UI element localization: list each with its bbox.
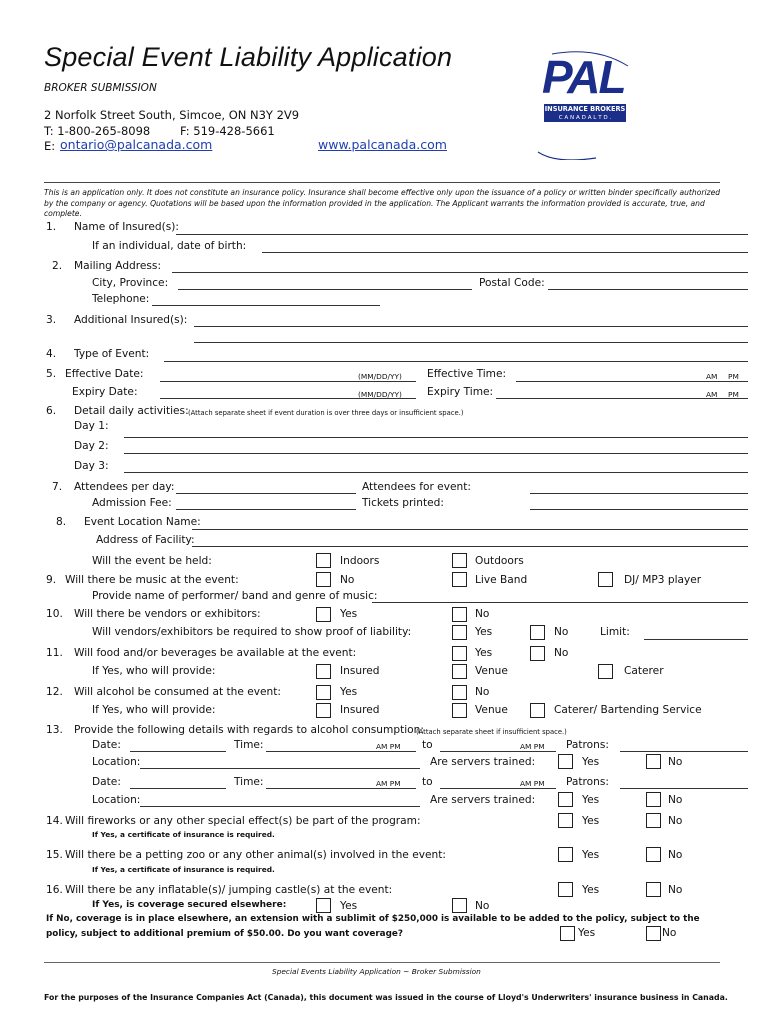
food-who-label: If Yes, who will provide: bbox=[92, 665, 216, 677]
q14-cert-note: If Yes, a certificate of insurance is required. bbox=[92, 830, 275, 839]
effective-time-field[interactable] bbox=[516, 381, 748, 382]
fax-number: F: 519-428-5661 bbox=[180, 124, 275, 138]
tickets-field[interactable] bbox=[530, 509, 748, 510]
extension-text-1: If No, coverage is in place elsewhere, an extension with a sublimit of $250,000 is available to be added to the policy, subject to the bbox=[46, 914, 700, 924]
servers-yes-checkbox-1[interactable] bbox=[558, 754, 573, 769]
admission-label: Admission Fee: bbox=[92, 497, 172, 509]
dj-label: DJ/ MP3 player bbox=[624, 574, 702, 586]
postal-label: Postal Code: bbox=[479, 277, 545, 289]
food-venue-label: Venue bbox=[475, 665, 508, 677]
food-insured-checkbox[interactable] bbox=[316, 664, 331, 679]
footer-form-name: Special Events Liability Application ~ Broker Submission bbox=[272, 967, 481, 976]
alcohol-insured-checkbox[interactable] bbox=[316, 703, 331, 718]
limit-label: Limit: bbox=[600, 626, 630, 638]
alcohol-ampm-1b[interactable]: AM PM bbox=[520, 742, 545, 751]
extension-yes-checkbox[interactable] bbox=[560, 926, 575, 941]
vendors-yes-label: Yes bbox=[340, 608, 358, 620]
city-label: City, Province: bbox=[92, 277, 169, 289]
q5-number: 5. bbox=[46, 368, 57, 380]
expiry-date-format: (MM/DD/YY) bbox=[358, 390, 402, 399]
food-yes-label: Yes bbox=[475, 647, 493, 659]
day3-field[interactable] bbox=[124, 472, 748, 473]
servers-no-label-1: No bbox=[668, 756, 683, 768]
servers-label-2: Are servers trained: bbox=[430, 794, 536, 806]
q2-label: Mailing Address: bbox=[74, 260, 162, 272]
q15-number: 15. bbox=[46, 849, 63, 861]
alcohol-time-label-1: Time: bbox=[234, 739, 264, 751]
alcohol-date-field-2[interactable] bbox=[130, 788, 226, 789]
footer-legal-text: For the purposes of the Insurance Companies Act (Canada), this document was issued in the course of Lloyd's Underwriters' insurance business in Canada. bbox=[44, 993, 728, 1002]
q15-cert-note: If Yes, a certificate of insurance is required. bbox=[92, 865, 275, 874]
q11-number: 11. bbox=[46, 647, 63, 659]
q7-number: 7. bbox=[52, 481, 63, 493]
additional-insured-field-2[interactable] bbox=[194, 342, 748, 343]
extension-yes-label: Yes bbox=[578, 927, 596, 939]
alcohol-to-field-1[interactable] bbox=[440, 751, 556, 752]
phone-number: T: 1-800-265-8098 bbox=[44, 124, 151, 138]
alcohol-location-field-1[interactable] bbox=[140, 768, 420, 769]
disclaimer: This is an application only. It does not constitute an insurance policy. Insurance shall become effective only upon the issuance of a policy or written binder specifically authorized by the company or agency. Quotations will be based upon the information provided in the application. The Applicant warrants the information provided is accurate, true, and complete. bbox=[44, 188, 721, 219]
logo-wordmark: PAL bbox=[542, 51, 625, 103]
zoo-no-checkbox[interactable] bbox=[646, 847, 661, 862]
secured-no-label: No bbox=[475, 900, 490, 912]
alcohol-ampm-2[interactable]: AM PM bbox=[376, 779, 401, 788]
q1-number: 1. bbox=[46, 221, 57, 233]
food-no-checkbox[interactable] bbox=[530, 646, 545, 661]
secured-label: If Yes, is coverage secured elsewhere: bbox=[92, 900, 287, 910]
q12-number: 12. bbox=[46, 686, 63, 698]
indoors-checkbox[interactable] bbox=[316, 553, 331, 568]
patrons-label-1: Patrons: bbox=[566, 739, 609, 751]
vendors-no-label: No bbox=[475, 608, 490, 620]
live-band-checkbox[interactable] bbox=[452, 572, 467, 587]
q4-label: Type of Event: bbox=[74, 348, 150, 360]
alcohol-date-label-2: Date: bbox=[92, 776, 121, 788]
performer-field[interactable] bbox=[372, 602, 748, 603]
servers-no-checkbox-2[interactable] bbox=[646, 792, 661, 807]
q15-label: Will there be a petting zoo or any other animal(s) involved in the event: bbox=[65, 849, 446, 861]
event-type-field[interactable] bbox=[164, 361, 748, 362]
page-subtitle: BROKER SUBMISSION bbox=[44, 82, 157, 94]
effective-date-field[interactable] bbox=[160, 381, 416, 382]
extension-no-label: No bbox=[662, 927, 677, 939]
q2-number: 2. bbox=[52, 260, 63, 272]
servers-yes-label-1: Yes bbox=[582, 756, 600, 768]
expiry-time-pm[interactable]: PM bbox=[728, 390, 739, 399]
zoo-yes-label: Yes bbox=[582, 849, 600, 861]
extension-text-2: policy, subject to additional premium of $50.00. Do you want coverage? bbox=[46, 929, 403, 939]
servers-no-label-2: No bbox=[668, 794, 683, 806]
page-title: Special Event Liability Application bbox=[44, 42, 453, 72]
q13-number: 13. bbox=[46, 724, 63, 736]
q1-label: Name of Insured(s): bbox=[74, 221, 179, 233]
alcohol-yes-checkbox[interactable] bbox=[316, 685, 331, 700]
alcohol-ampm-2b[interactable]: AM PM bbox=[520, 779, 545, 788]
location-label: Event Location Name: bbox=[84, 516, 201, 528]
indoors-label: Indoors bbox=[340, 555, 380, 567]
q16-number: 16. bbox=[46, 884, 63, 896]
extension-no-checkbox[interactable] bbox=[646, 926, 661, 941]
effective-time-label: Effective Time: bbox=[427, 368, 507, 380]
dj-checkbox[interactable] bbox=[598, 572, 613, 587]
admission-field[interactable] bbox=[176, 509, 356, 510]
proof-yes-checkbox[interactable] bbox=[452, 625, 467, 640]
music-no-label: No bbox=[340, 574, 355, 586]
alcohol-time-field-1[interactable] bbox=[266, 751, 416, 752]
proof-no-checkbox[interactable] bbox=[530, 625, 545, 640]
held-label: Will the event be held: bbox=[92, 555, 212, 567]
telephone-label: Telephone: bbox=[92, 293, 150, 305]
tickets-label: Tickets printed: bbox=[362, 497, 444, 509]
effective-date-format: (MM/DD/YY) bbox=[358, 372, 402, 381]
secured-no-checkbox[interactable] bbox=[452, 898, 467, 913]
effective-date-label: Effective Date: bbox=[65, 368, 144, 380]
zoo-yes-checkbox[interactable] bbox=[558, 847, 573, 862]
alcohol-to-field-2[interactable] bbox=[440, 788, 556, 789]
music-no-checkbox[interactable] bbox=[316, 572, 331, 587]
food-caterer-checkbox[interactable] bbox=[598, 664, 613, 679]
q11-label: Will food and/or beverages be available at the event: bbox=[74, 647, 357, 659]
alcohol-date-field-1[interactable] bbox=[130, 751, 226, 752]
facility-address-field[interactable] bbox=[192, 546, 748, 547]
food-yes-checkbox[interactable] bbox=[452, 646, 467, 661]
patrons-label-2: Patrons: bbox=[566, 776, 609, 788]
servers-yes-label-2: Yes bbox=[582, 794, 600, 806]
q8-number: 8. bbox=[56, 516, 67, 528]
q9-number: 9. bbox=[46, 574, 57, 586]
inflatable-yes-label: Yes bbox=[582, 884, 600, 896]
alcohol-location-label-2: Location: bbox=[92, 794, 141, 806]
q13-note: (Attach separate sheet if insufficient space.) bbox=[416, 728, 567, 736]
day2-field[interactable] bbox=[124, 453, 748, 454]
servers-no-checkbox-1[interactable] bbox=[646, 754, 661, 769]
alcohol-yes-label: Yes bbox=[340, 686, 358, 698]
attendees-day-label: Attendees per day: bbox=[74, 481, 175, 493]
secured-yes-checkbox[interactable] bbox=[316, 898, 331, 913]
alcohol-to-label-2: to bbox=[422, 776, 433, 788]
q6-label: Detail daily activities: bbox=[74, 405, 189, 417]
alcohol-insured-label: Insured bbox=[340, 704, 380, 716]
q16-label: Will there be any inflatable(s)/ jumping castle(s) at the event: bbox=[65, 884, 393, 896]
alcohol-caterer-label: Caterer/ Bartending Service bbox=[554, 704, 702, 716]
outdoors-label: Outdoors bbox=[475, 555, 524, 567]
alcohol-who-label: If Yes, who will provide: bbox=[92, 704, 216, 716]
alcohol-to-label-1: to bbox=[422, 739, 433, 751]
alcohol-location-label-1: Location: bbox=[92, 756, 141, 768]
food-no-label: No bbox=[554, 647, 569, 659]
expiry-time-label: Expiry Time: bbox=[427, 386, 494, 398]
q4-number: 4. bbox=[46, 348, 57, 360]
attendees-day-field[interactable] bbox=[176, 493, 356, 494]
street-address: 2 Norfolk Street South, Simcoe, ON N3Y 2V9 bbox=[44, 108, 300, 122]
alcohol-time-label-2: Time: bbox=[234, 776, 264, 788]
vendors-yes-checkbox[interactable] bbox=[316, 607, 331, 622]
live-band-label: Live Band bbox=[475, 574, 528, 586]
header-divider bbox=[44, 182, 720, 183]
alcohol-ampm-1[interactable]: AM PM bbox=[376, 742, 401, 751]
location-field[interactable] bbox=[192, 529, 748, 530]
proof-yes-label: Yes bbox=[475, 626, 493, 638]
servers-label-1: Are servers trained: bbox=[430, 756, 536, 768]
day3-label: Day 3: bbox=[74, 460, 109, 472]
day2-label: Day 2: bbox=[74, 440, 109, 452]
zoo-no-label: No bbox=[668, 849, 683, 861]
logo-line-2: C A N A D A L T D . bbox=[544, 114, 626, 122]
alcohol-no-label: No bbox=[475, 686, 490, 698]
fireworks-yes-label: Yes bbox=[582, 815, 600, 827]
servers-yes-checkbox-2[interactable] bbox=[558, 792, 573, 807]
dob-label: If an individual, date of birth: bbox=[92, 240, 247, 252]
patrons-field-1[interactable] bbox=[620, 751, 748, 752]
additional-insured-field[interactable] bbox=[194, 326, 748, 327]
q14-number: 14. bbox=[46, 815, 63, 827]
proof-label: Will vendors/exhibitors be required to show proof of liability: bbox=[92, 626, 412, 638]
performer-label: Provide name of performer/ band and genre of music: bbox=[92, 590, 378, 602]
q10-number: 10. bbox=[46, 608, 63, 620]
expiry-date-label: Expiry Date: bbox=[72, 386, 138, 398]
dob-field[interactable] bbox=[262, 252, 748, 253]
logo-line-1: INSURANCE BROKERS bbox=[544, 105, 626, 113]
fireworks-no-label: No bbox=[668, 815, 683, 827]
insured-name-field[interactable] bbox=[176, 234, 748, 235]
patrons-field-2[interactable] bbox=[620, 788, 748, 789]
inflatable-no-label: No bbox=[668, 884, 683, 896]
postal-field[interactable] bbox=[548, 289, 748, 290]
proof-no-label: No bbox=[554, 626, 569, 638]
city-field[interactable] bbox=[178, 289, 472, 290]
footer-divider bbox=[44, 962, 720, 963]
q3-label: Additional Insured(s): bbox=[74, 314, 188, 326]
q9-label: Will there be music at the event: bbox=[65, 574, 239, 586]
inflatable-no-checkbox[interactable] bbox=[646, 882, 661, 897]
outdoors-checkbox[interactable] bbox=[452, 553, 467, 568]
vendors-no-checkbox[interactable] bbox=[452, 607, 467, 622]
alcohol-location-field-2[interactable] bbox=[140, 806, 420, 807]
food-caterer-label: Caterer bbox=[624, 665, 664, 677]
effective-time-am[interactable]: AM bbox=[706, 372, 718, 381]
inflatable-yes-checkbox[interactable] bbox=[558, 882, 573, 897]
effective-time-pm[interactable]: PM bbox=[728, 372, 739, 381]
q12-label: Will alcohol be consumed at the event: bbox=[74, 686, 281, 698]
email-prefix: E: bbox=[44, 139, 56, 153]
website-link[interactable]: www.palcanada.com bbox=[318, 137, 447, 152]
food-venue-checkbox[interactable] bbox=[452, 664, 467, 679]
q13-label: Provide the following details with regards to alcohol consumption: bbox=[74, 724, 424, 736]
q3-number: 3. bbox=[46, 314, 57, 326]
q14-label: Will fireworks or any other special effect(s) be part of the program: bbox=[65, 815, 421, 827]
attendees-event-label: Attendees for event: bbox=[362, 481, 471, 493]
alcohol-caterer-checkbox[interactable] bbox=[530, 703, 545, 718]
email-link[interactable]: ontario@palcanada.com bbox=[60, 137, 213, 152]
fireworks-no-checkbox[interactable] bbox=[646, 813, 661, 828]
q10-label: Will there be vendors or exhibitors: bbox=[74, 608, 261, 620]
alcohol-date-label-1: Date: bbox=[92, 739, 121, 751]
food-insured-label: Insured bbox=[340, 665, 380, 677]
limit-field[interactable] bbox=[644, 639, 748, 640]
telephone-field[interactable] bbox=[152, 305, 380, 306]
pal-logo bbox=[536, 48, 636, 160]
day1-label: Day 1: bbox=[74, 420, 109, 432]
secured-yes-label: Yes bbox=[340, 900, 358, 912]
q6-note: (Attach separate sheet if event duration is over three days or insufficient space.) bbox=[188, 409, 464, 417]
alcohol-venue-label: Venue bbox=[475, 704, 508, 716]
fireworks-yes-checkbox[interactable] bbox=[558, 813, 573, 828]
alcohol-no-checkbox[interactable] bbox=[452, 685, 467, 700]
facility-address-label: Address of Facility: bbox=[96, 534, 195, 546]
q6-number: 6. bbox=[46, 405, 57, 417]
day1-field[interactable] bbox=[124, 437, 748, 438]
mailing-address-field[interactable] bbox=[172, 272, 748, 273]
alcohol-venue-checkbox[interactable] bbox=[452, 703, 467, 718]
attendees-event-field[interactable] bbox=[530, 493, 748, 494]
expiry-time-am[interactable]: AM bbox=[706, 390, 718, 399]
alcohol-time-field-2[interactable] bbox=[266, 788, 416, 789]
